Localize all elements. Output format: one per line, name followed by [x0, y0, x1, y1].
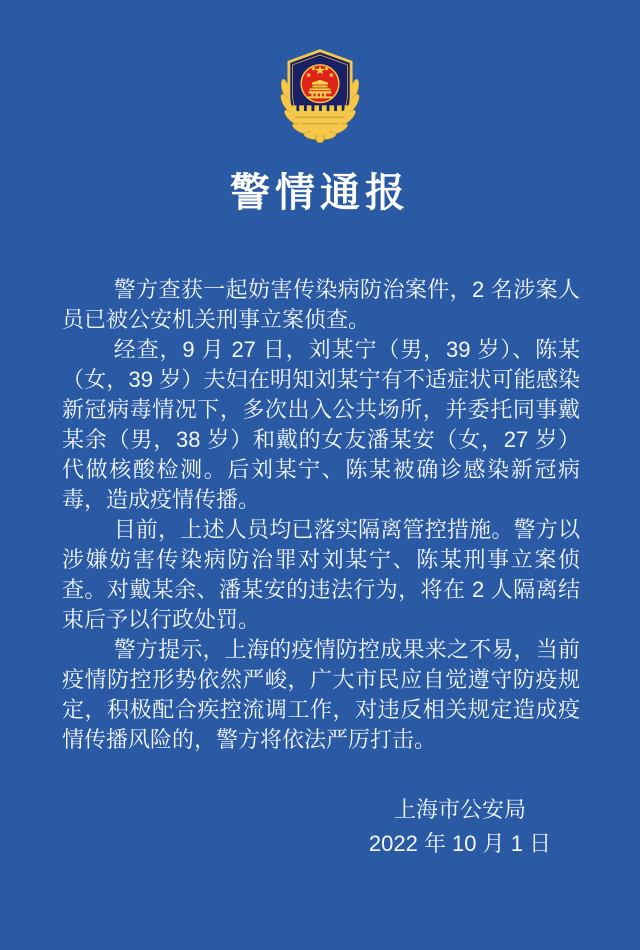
issue-date: 2022 年 10 月 1 日	[368, 831, 552, 856]
police-notice-page	[0, 45, 640, 950]
notice-body	[62, 275, 580, 755]
police-badge-icon	[268, 45, 372, 145]
notice-paragraph: 警方提示，上海的疫情防控成果来之不易，当前疫情防控形势依然严峻，广大市民应自觉遵守防疫规定，积极配合疾控流调工作，对违反相关规定造成疫情传播风险的，警方将依法严厉打击。	[62, 637, 580, 752]
notice-paragraph: 经查，9 月 27 日，刘某宁（男，39 岁）、陈某（女，39 岁）夫妇在明知刘某宁有不适症状可能感染新冠病毒情况下，多次出入公共场所，并委托同事戴某余（男，38 岁）和戴的女友潘某安（女，27 岁）代做核酸检测。后刘某宁、陈某被确诊感染新冠病毒，造成疫情传播。	[62, 337, 580, 512]
notice-title: 警情通报	[230, 171, 410, 215]
issuing-authority: 上海市公安局	[393, 797, 526, 822]
notice-paragraph: 警方查获一起妨害传染病防治案件，2 名涉案人员已被公安机关刑事立案侦查。	[62, 277, 580, 332]
notice-paragraph: 目前，上述人员均已落实隔离管控措施。警方以涉嫌妨害传染病防治罪对刘某宁、陈某刑事立案侦查。对戴某余、潘某安的违法行为，将在 2 人隔离结束后予以行政处罚。	[62, 517, 580, 632]
signature-block	[340, 795, 580, 859]
